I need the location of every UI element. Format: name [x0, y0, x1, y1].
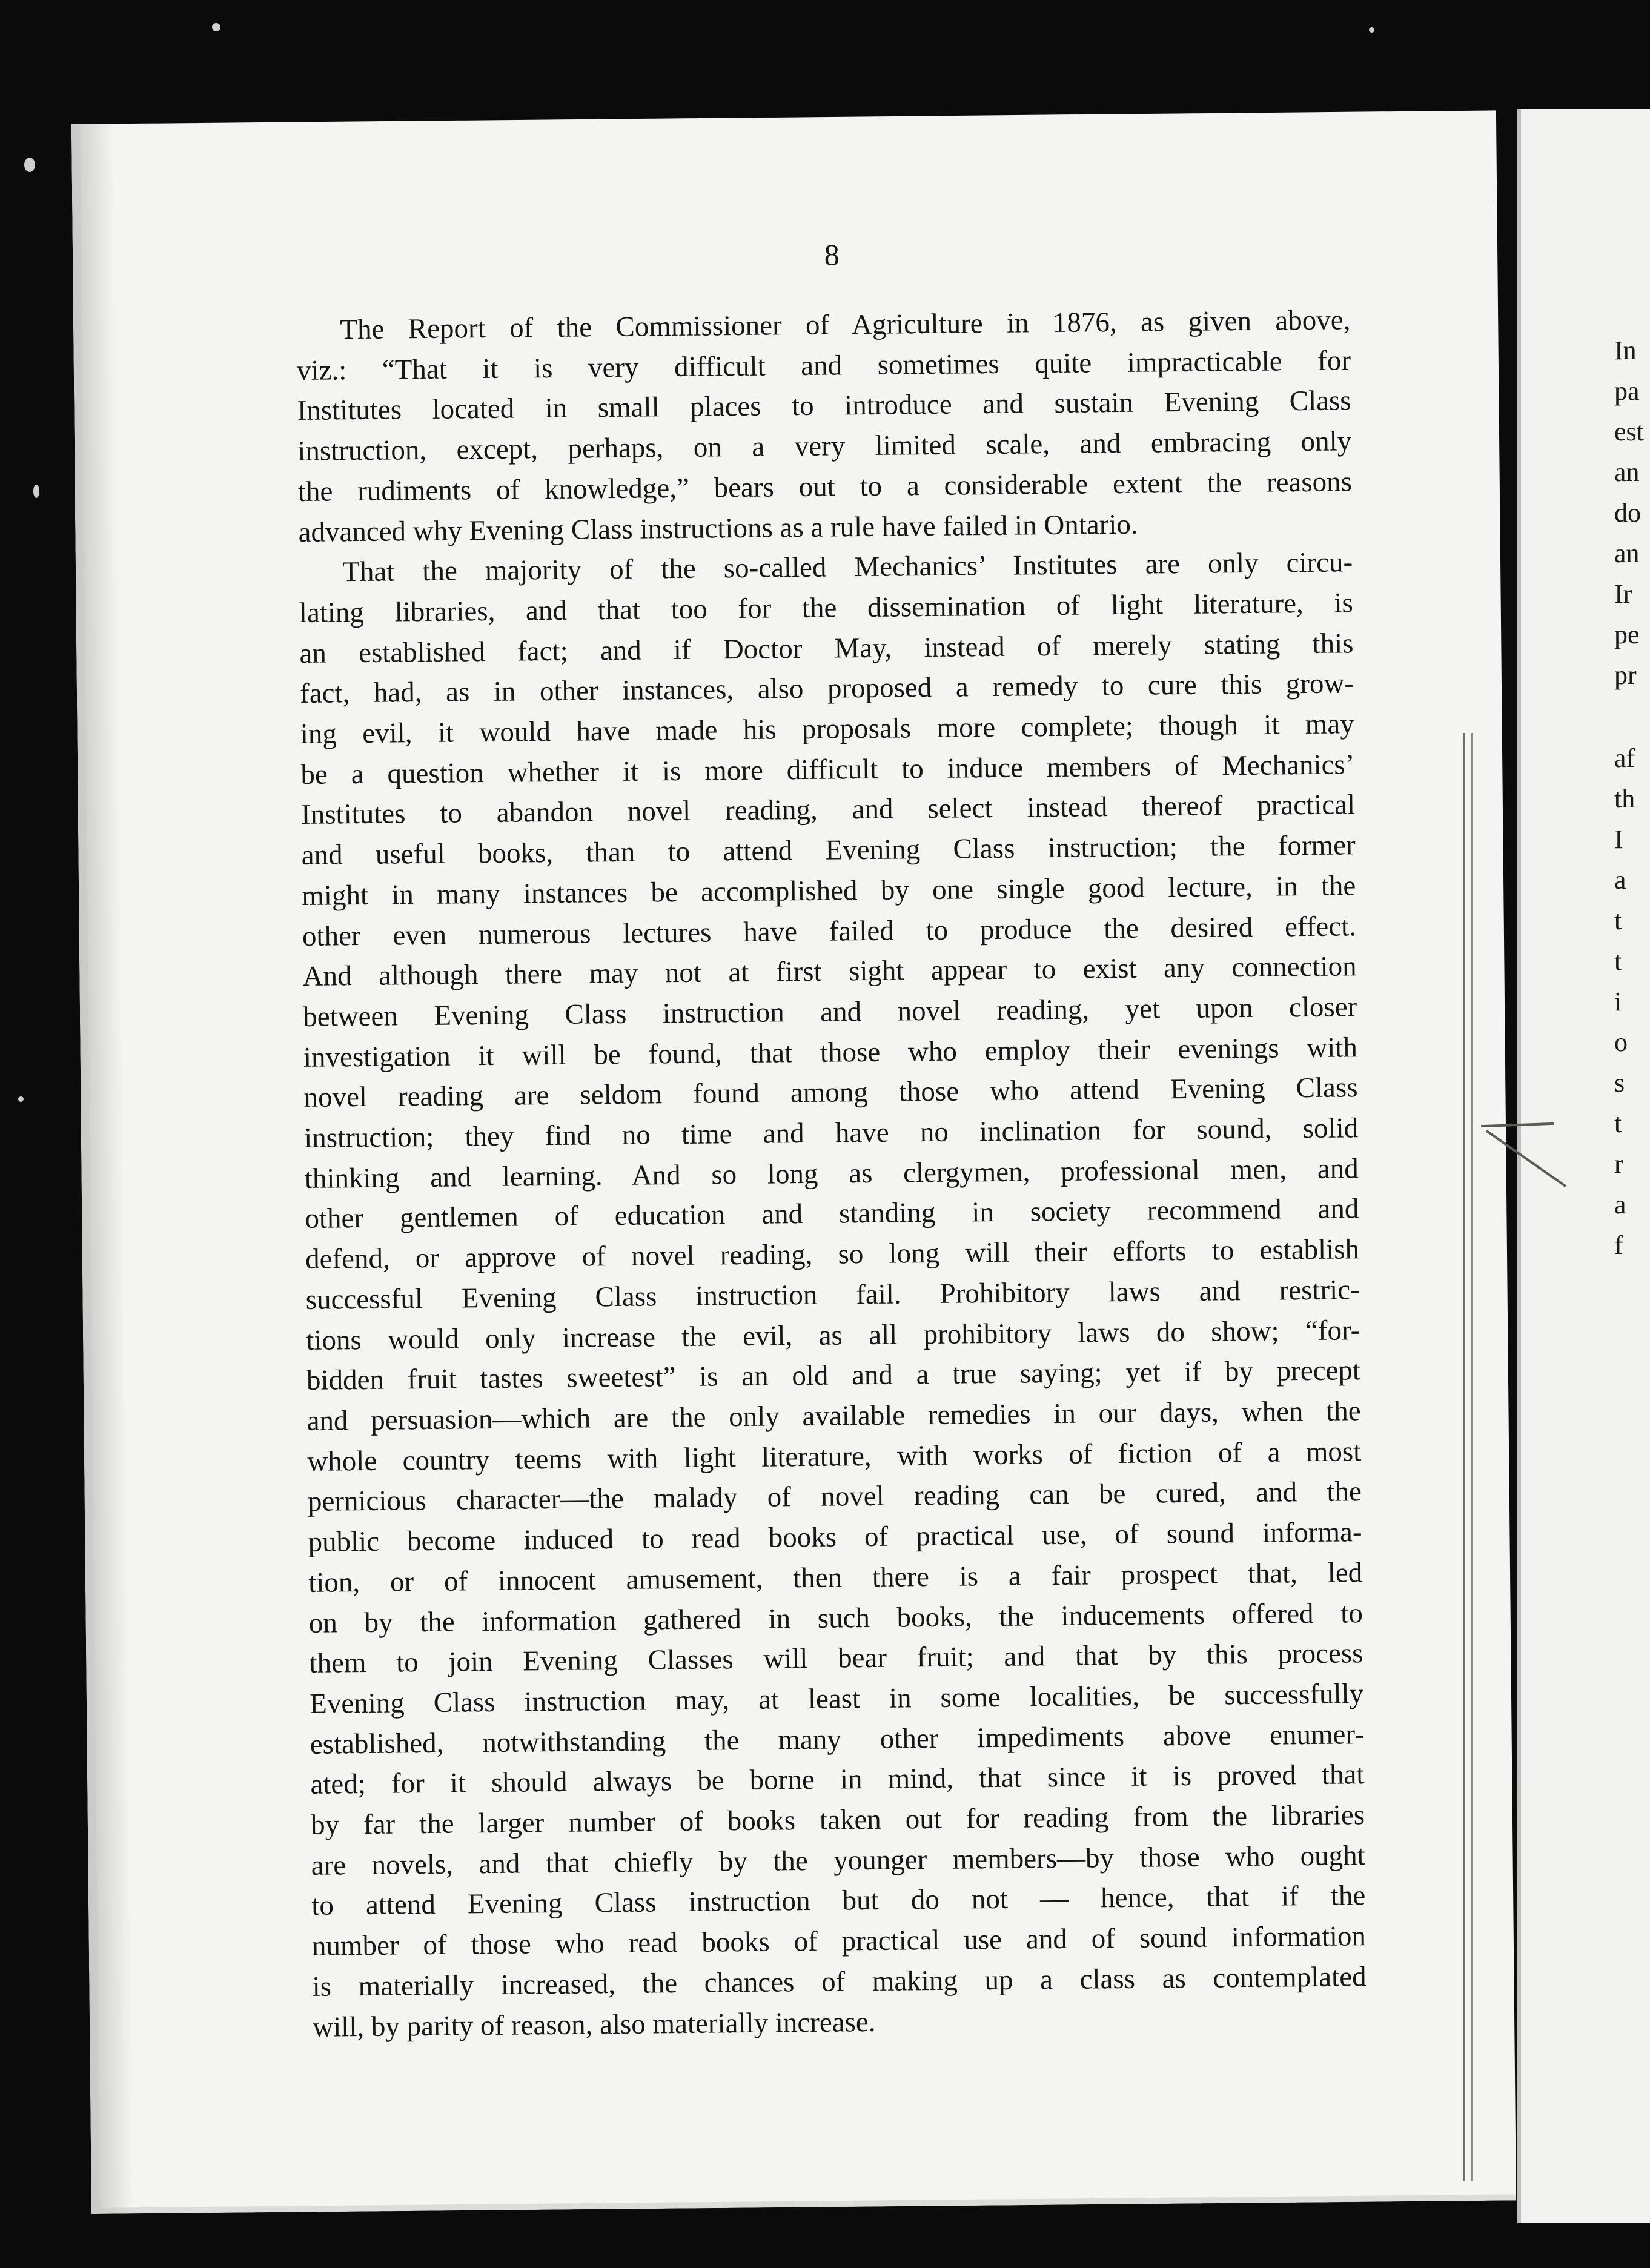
facing-page-fragment: t	[1614, 946, 1622, 976]
facing-page-fragment: I	[1614, 824, 1623, 854]
text-line: tion, or of innocent amusement, then there is a fair prospect that, led	[308, 1556, 1363, 1599]
text-line: Institutes to abandon novel reading, and select instead thereof practical	[300, 789, 1356, 831]
facing-page-fragment: af	[1614, 743, 1635, 773]
text-line: The Report of the Commissioner of Agriculture in 1876, as given above,	[340, 304, 1351, 346]
text-line: ated; for it should always be borne in mind, that since it is proved that	[310, 1759, 1365, 1801]
text-line: advanced why Evening Class instructions as a rule have failed in Ontario.	[298, 508, 1138, 548]
facing-page-fragment: est	[1614, 417, 1644, 446]
facing-page-fragment: i	[1614, 987, 1622, 1016]
facing-page-fragment: pa	[1614, 376, 1640, 406]
facing-page-fragment: r	[1614, 1149, 1623, 1179]
text-line: lating libraries, and that too for the dissemination of light literature, is	[299, 587, 1354, 629]
text-line: And although there may not at first sight appear to exist any connection	[302, 950, 1357, 993]
text-line: viz.: “That it is very difficult and sometimes quite impracticable for	[296, 344, 1351, 386]
text-line: and persuasion—which are the only available remedies in our days, when the	[306, 1395, 1361, 1437]
text-line: public become induced to read books of practical use, of sound informa-	[308, 1516, 1362, 1558]
text-line: are novels, and that chiefly by the younger members—by those who ought	[311, 1839, 1365, 1882]
page-gutter-shadow	[71, 124, 134, 2214]
text-line: successful Evening Class instruction fail. Prohibitory laws and restric-	[305, 1274, 1360, 1316]
text-line: whole country teems with light literature, with works of fiction of a most	[307, 1435, 1362, 1477]
facing-page-fragment: an	[1614, 539, 1640, 568]
facing-page-fragment: do	[1614, 498, 1641, 528]
text-line: to attend Evening Class instruction but do not — hence, that if the	[311, 1880, 1366, 1922]
facing-page-fragment: t	[1614, 1109, 1622, 1138]
paragraph-1	[296, 300, 1353, 552]
spacer	[1614, 695, 1650, 738]
facing-page-fragment: th	[1614, 784, 1635, 814]
scan-speck	[1369, 27, 1374, 33]
binding-string	[1463, 733, 1473, 2181]
text-line: That the majority of the so-called Mechanics’ Institutes are only circu-	[342, 546, 1353, 588]
text-line: will, by parity of reason, also materially increase.	[313, 2006, 876, 2043]
text-line: fact, had, as in other instances, also proposed a remedy to cure this grow-	[299, 668, 1354, 710]
text-line: established, notwithstanding the many other impediments above enumer-	[310, 1718, 1364, 1760]
scan-speck	[212, 23, 220, 31]
facing-page-fragment: t	[1614, 906, 1622, 935]
text-line: and useful books, than to attend Evening Class instruction; the former	[301, 829, 1356, 872]
facing-page-fragment: pe	[1614, 620, 1640, 649]
facing-page-text	[1614, 330, 1650, 1265]
facing-page-fragment: s	[1614, 1068, 1625, 1098]
text-line: tions would only increase the evil, as all prohibitory laws do show; “for-	[306, 1314, 1360, 1356]
text-line: Evening Class instruction may, at least in some localities, be successfully	[309, 1678, 1364, 1720]
facing-page-fragment: pr	[1614, 660, 1637, 690]
text-line: novel reading are seldom found among those who attend Evening Class	[303, 1072, 1358, 1114]
text-line: between Evening Class instruction and novel reading, yet upon closer	[303, 991, 1357, 1033]
text-line: defend, or approve of novel reading, so long will their efforts to establish	[305, 1233, 1360, 1276]
text-line: an established fact; and if Doctor May, instead of merely stating this	[299, 627, 1354, 669]
text-line: them to join Evening Classes will bear fruit; and that by this process	[309, 1637, 1363, 1680]
facing-page-fragment: an	[1614, 457, 1640, 487]
text-line: number of those who read books of practical use and of sound information	[311, 1920, 1367, 1962]
text-line: investigation it will be found, that those who employ their evenings with	[303, 1031, 1358, 1073]
text-column	[296, 232, 1367, 2047]
scan-speck	[33, 485, 39, 498]
text-line: pernicious character—the malady of novel reading can be cured, and the	[307, 1476, 1362, 1518]
text-line: instruction; they find no time and have no inclination for sound, solid	[303, 1112, 1359, 1154]
facing-page-fragment: o	[1614, 1027, 1628, 1057]
text-line: Institutes located in small places to introduce and sustain Evening Class	[297, 385, 1351, 427]
text-line: ing evil, it would have made his proposals more complete; though it may	[300, 708, 1354, 750]
paragraph-2	[299, 542, 1367, 2047]
text-line: on by the information gathered in such books, the inducements offered to	[308, 1597, 1363, 1639]
text-line: bidden fruit tastes sweetest” is an old and a true saying; yet if by precept	[306, 1354, 1361, 1397]
facing-page-fragment: Ir	[1614, 579, 1632, 609]
facing-page-fragment: a	[1614, 1190, 1626, 1219]
text-line: be a question whether it is more difficult to induce members of Mechanics’	[300, 748, 1355, 791]
facing-page-fragment: a	[1614, 865, 1626, 895]
text-line: by far the larger number of books taken out for reading from the libraries	[310, 1799, 1365, 1841]
text-line: other gentlemen of education and standing in society recommend and	[305, 1193, 1359, 1235]
text-line: instruction, except, perhaps, on a very limited scale, and embracing only	[297, 425, 1352, 468]
page-number: 8	[824, 237, 840, 272]
text-line: other even numerous lectures have failed to produce the desired effect.	[302, 910, 1357, 952]
scan-speck	[18, 1096, 24, 1102]
text-line: might in many instances be accomplished by one single good lecture, in the	[302, 870, 1356, 912]
text-line: is materially increased, the chances of making up a class as contemplated	[312, 1960, 1367, 2003]
text-line: the rudiments of knowledge,” bears out to a considerable extent the reasons	[297, 466, 1353, 508]
facing-page-fragment: f	[1614, 1230, 1623, 1260]
facing-page-fragment: In	[1614, 336, 1637, 365]
text-line: thinking and learning. And so long as clergymen, professional men, and	[304, 1152, 1359, 1195]
scan-speck	[24, 158, 35, 172]
